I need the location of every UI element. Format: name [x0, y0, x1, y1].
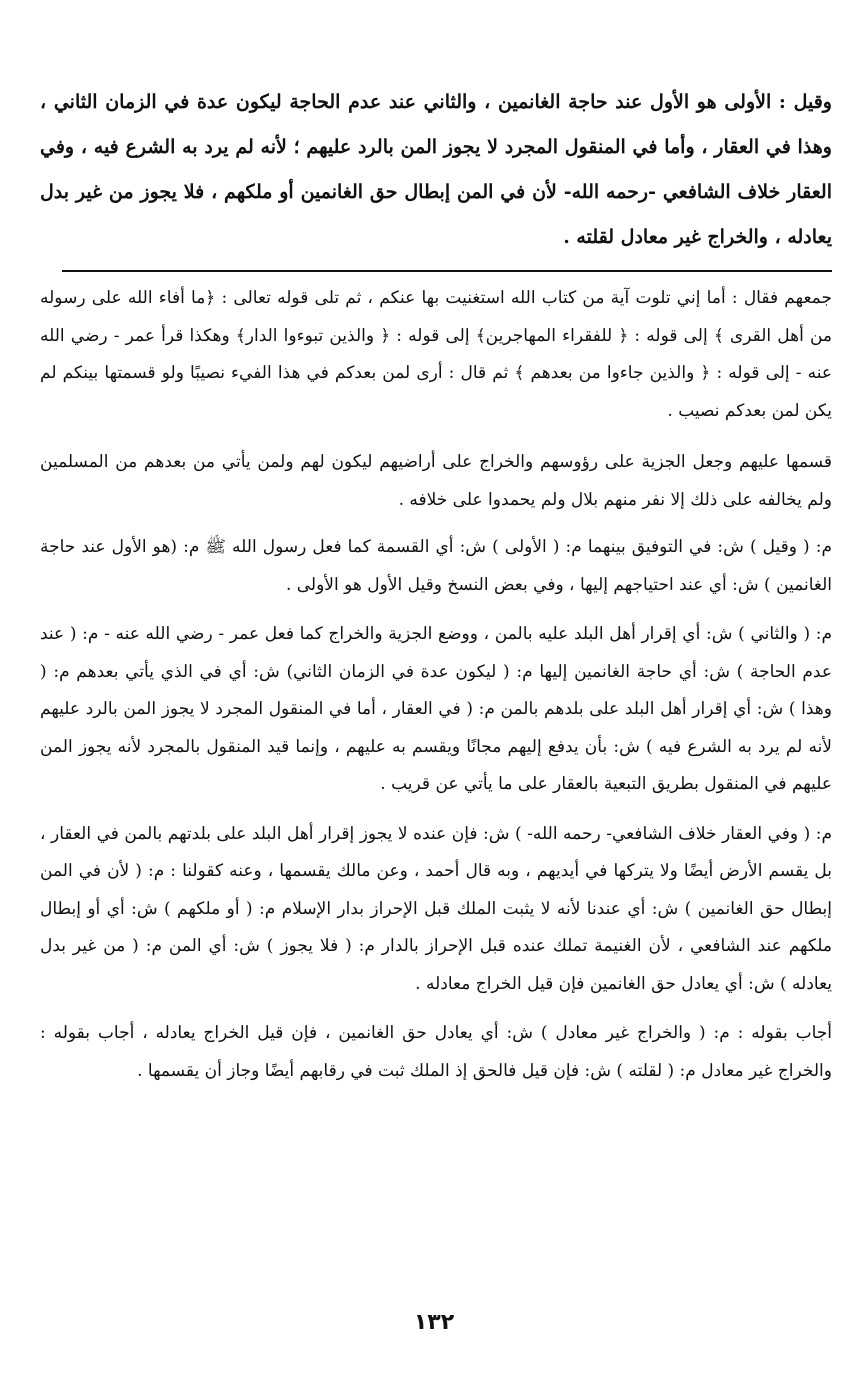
- page-body: [40, 80, 832, 260]
- commentary-paragraph: أجاب بقوله : م: ( والخراج غير معادل ) ش: أي يعادل حق الغانمين ، فإن قيل الخراج يعادله ، أجاب بقوله : والخراج غير معادل م: ( لقلته ) ش: فإن قيل فالحق إذ الملك ثبت في رقابهم أيضًا وجاز أن يقسمها .: [40, 1023, 832, 1081]
- commentary-paragraph: م: ( والثاني ) ش: أي إقرار أهل البلد عليه بالمن ، ووضع الجزية والخراج كما فعل عمر - رضي الله عنه - م: ( عند عدم الحاجة ) ش: أي حاجة الغانمين إليها م: ( ليكون عدة في الزمان الثاني) ش: أي في الذي يأتي بعدهم م: ( وهذا ) ش: أي إقرار أهل البلد على بلدهم بالمن م: ( في العقار ، أما في المنقول المجرد لا يجوز المن بالرد عليهم لأنه لم يرد به الشرع فيه ) ش: بأن يدفع إليهم مجانًا ويقسم به عليهم ، وإنما قيد المنقول بالمجرد لأنه يجوز المن عليهم في المنقول بطريق التبعية بالعقار على ما يأتي عن قريب .: [40, 624, 832, 794]
- commentary-paragraph: م: ( وفي العقار خلاف الشافعي- رحمه الله- ) ش: فإن عنده لا يجوز إقرار أهل البلد على بلدتهم بالمن في العقار ، بل يقسم الأرض أيضًا ولا يتركها في أيديهم ، وبه قال أحمد ، وعن مالك يقسمها ، وعنه كقولنا : م: ( لأن في المن إبطال حق الغانمين ) ش: أي عندنا لأنه لا يثبت الملك قبل الإحراز بدار الإسلام م: ( أو ملكهم ) ش: أي أو إبطال ملكهم عند الشافعي ، لأن الغنيمة تملك عنده قبل الإحراز بالدار م: ( فلا يجوز ) ش: أي المن م: ( من غير بدل يعادله ) ش: أي يعادل حق الغانمين فإن قيل الخراج معادله .: [40, 823, 832, 994]
- page-number: ١٣٢: [413, 1310, 455, 1335]
- commentary-paragraph: قسمها عليهم وجعل الجزية على رؤوسهم والخراج على أراضيهم ليكون لهم ولمن يأتي من بعدهم من المسلمين ولم يخالفه على ذلك إلا نفر منهم بلال ولم يحمدوا على خلافه .: [40, 452, 832, 510]
- footnote-text: جمعهم فقال : أما إني تلوت آية من كتاب الله استغنيت بها عنكم ، ثم تلى قوله تعالى : ﴿ما أفاء الله على رسوله من أهل القرى ﴾ إلى قوله : ﴿ للفقراء المهاجرين﴾ إلى قوله : ﴿ والذين تبوءوا الدار﴾ وهكذا قرأ عمر - رضي الله عنه - إلى قوله : ﴿ والذين جاءوا من بعدهم ﴾ ثم قال : أرى لمن بعدكم في هذا الفيء نصيبًا ولو قسمتها بينكم لم يكن لمن بعدكم نصيب .: [40, 288, 832, 421]
- commentary-paragraph: م: ( وقيل ) ش: في التوفيق بينهما م: ( الأولى ) ش: أي القسمة كما فعل رسول الله ﷺ م: (هو الأول عند حاجة الغانمين ) ش: أي عند احتياجهم إليها ، وفي بعض النسخ وقيل الأول هو الأولى .: [40, 537, 832, 595]
- footnote-divider: [62, 270, 832, 272]
- commentary-area: [40, 280, 832, 1102]
- main-text: وقيل : الأولى هو الأول عند حاجة الغانمين ، والثاني عند عدم الحاجة ليكون عدة في الزمان الثاني ، وهذا في العقار ، وأما في المنقول المجرد لا يجوز المن بالرد عليهم ؛ لأنه لم يرد به الشرع فيه ، وفي العقار خلاف الشافعي -رحمه الله- لأن في المن إبطال حق الغانمين أو ملكهم ، فلا يجوز من غير بدل يعادله ، والخراج غير معادل لقلته .: [40, 91, 832, 248]
